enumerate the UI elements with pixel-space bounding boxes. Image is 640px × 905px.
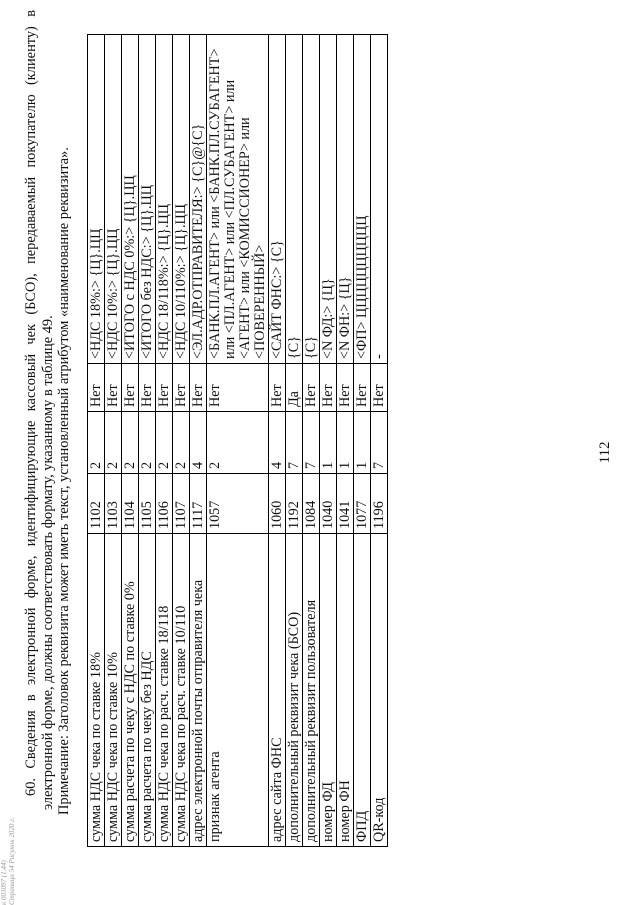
registration-stamp (0, 765, 16, 905)
tag-number-cell: 1117 (190, 474, 207, 534)
tag-number-cell: 1060 (269, 474, 286, 534)
mandatory-flag-cell: Нет (337, 364, 354, 412)
print-format-cell: <ИТОГО без НДС:> {Ц}.ЦЦ (139, 35, 156, 364)
tag-number-cell: 1106 (156, 474, 173, 534)
table-row (105, 35, 122, 847)
mandatory-flag-cell: Нет (303, 364, 320, 412)
requisite-name-cell: QR-код (371, 534, 388, 847)
print-format-cell: <ФП> ЦЦЦЦЦЦЦЦЦЦ (354, 35, 371, 364)
tag-number-cell: 1103 (105, 474, 122, 534)
tag-number-cell: 1192 (286, 474, 303, 534)
table-row (173, 35, 190, 847)
format-cell: 1 (354, 412, 371, 474)
print-format-cell: <БАНК.ПЛ.АГЕНТ> или <БАНК.ПЛ.СУБАГЕНТ> или <ПЛ.АГЕНТ> или <ПЛ.СУБАГЕНТ> или <АГЕНТ> или <КОМИССИОНЕР> или <ПОВЕРЕННЫЙ> (207, 35, 269, 364)
mandatory-flag-cell: Да (286, 364, 303, 412)
requisite-name-cell: дополнительный реквизит чека (БСО) (286, 534, 303, 847)
mandatory-flag-cell: Нет (320, 364, 337, 412)
table-row (320, 35, 337, 847)
table-row (303, 35, 320, 847)
print-format-cell: <N ФН:> {Ц} (337, 35, 354, 364)
tag-number-cell: 1102 (88, 474, 105, 534)
requisites-table (87, 34, 388, 847)
tag-number-cell: 1040 (320, 474, 337, 534)
print-format-cell: {С} (303, 35, 320, 364)
tag-number-cell: 1107 (173, 474, 190, 534)
requisite-name-cell: признак агента (207, 534, 269, 847)
table-row (354, 35, 371, 847)
print-format-cell: <ИТОГО с НДС 0%:> {Ц}.ЦЦ (122, 35, 139, 364)
requisite-name-cell: адрес сайта ФНС (269, 534, 286, 847)
tag-number-cell: 1041 (337, 474, 354, 534)
tag-number-cell: 1077 (354, 474, 371, 534)
print-format-cell: {С} (286, 35, 303, 364)
mandatory-flag-cell: Нет (88, 364, 105, 412)
format-cell: 2 (207, 412, 269, 474)
print-format-cell: <САЙТ ФНС:> {С} (269, 35, 286, 364)
mandatory-flag-cell: Нет (139, 364, 156, 412)
stamp-line-2: Страница 54 Рисунок 2020 г. (8, 817, 16, 905)
table-row (286, 35, 303, 847)
mandatory-flag-cell: Нет (190, 364, 207, 412)
table-row (156, 35, 173, 847)
requisite-name-cell: адрес электронной почты отправителя чека (190, 534, 207, 847)
requisite-name-cell: сумма НДС чека по расч. ставке 10/110 (173, 534, 190, 847)
requisite-name-cell: ФПД (354, 534, 371, 847)
format-cell: 4 (190, 412, 207, 474)
format-cell: 1 (337, 412, 354, 474)
format-cell: 2 (173, 412, 190, 474)
tag-number-cell: 1196 (371, 474, 388, 534)
requisite-name-cell: дополнительный реквизит пользователя (303, 534, 320, 847)
mandatory-flag-cell: Нет (269, 364, 286, 412)
format-cell: 7 (303, 412, 320, 474)
tag-number-cell: 1057 (207, 474, 269, 534)
table-row (88, 35, 105, 847)
mandatory-flag-cell: Нет (105, 364, 122, 412)
stamp-line-1: к 003097 (1.44) (0, 860, 8, 905)
table-note: Примечание: Заголовок реквизита может иметь текст, установленный атрибутом «наименование реквизита». (56, 147, 72, 815)
format-cell: 2 (105, 412, 122, 474)
print-format-cell: <ЭЛ.АДР.ОТПРАВИТЕЛЯ:> {С}@{С} (190, 35, 207, 364)
mandatory-flag-cell: Нет (207, 364, 269, 412)
format-cell: 2 (122, 412, 139, 474)
format-cell: 7 (286, 412, 303, 474)
format-cell: 2 (156, 412, 173, 474)
print-format-cell: - (371, 35, 388, 364)
table-row (371, 35, 388, 847)
format-cell: 2 (88, 412, 105, 474)
requisite-name-cell: сумма НДС чека по расч. ставке 18/118 (156, 534, 173, 847)
print-format-cell: <НДС 18%:> {Ц}.ЦЦ (88, 35, 105, 364)
mandatory-flag-cell: Нет (156, 364, 173, 412)
table-row (269, 35, 286, 847)
requisite-name-cell: сумма расчета по чеку с НДС по ставке 0% (122, 534, 139, 847)
table-row (139, 35, 156, 847)
format-cell: 1 (320, 412, 337, 474)
table-row (207, 35, 269, 847)
format-cell: 2 (139, 412, 156, 474)
requisites-table-body (88, 35, 388, 847)
mandatory-flag-cell: Нет (173, 364, 190, 412)
paragraph-text: 60. Сведения в электронной форме, идентифицирующие кассовый чек (БСО), передаваемый покупателю (клиенту) в электронной форме, должны соответствовать формату, указанному в таблице 49. (23, 10, 56, 810)
table-row (190, 35, 207, 847)
paragraph-60 (23, 10, 57, 810)
requisite-name-cell: номер ФД (320, 534, 337, 847)
page-number: 112 (597, 441, 613, 464)
requisite-name-cell: сумма расчета по чеку без НДС (139, 534, 156, 847)
requisite-name-cell: номер ФН (337, 534, 354, 847)
tag-number-cell: 1084 (303, 474, 320, 534)
mandatory-flag-cell: Нет (354, 364, 371, 412)
format-cell: 4 (269, 412, 286, 474)
mandatory-flag-cell: Нет (371, 364, 388, 412)
requisite-name-cell: сумма НДС чека по ставке 18% (88, 534, 105, 847)
tag-number-cell: 1104 (122, 474, 139, 534)
requisite-name-cell: сумма НДС чека по ставке 10% (105, 534, 122, 847)
table-row (122, 35, 139, 847)
format-cell: 7 (371, 412, 388, 474)
mandatory-flag-cell: Нет (122, 364, 139, 412)
print-format-cell: <НДС 10/110%:> {Ц}.ЦЦ (173, 35, 190, 364)
tag-number-cell: 1105 (139, 474, 156, 534)
table-row (337, 35, 354, 847)
print-format-cell: <НДС 10%:> {Ц}.ЦЦ (105, 35, 122, 364)
print-format-cell: <НДС 18/118%:> {Ц}.ЦЦ (156, 35, 173, 364)
print-format-cell: <N ФД:> {Ц} (320, 35, 337, 364)
